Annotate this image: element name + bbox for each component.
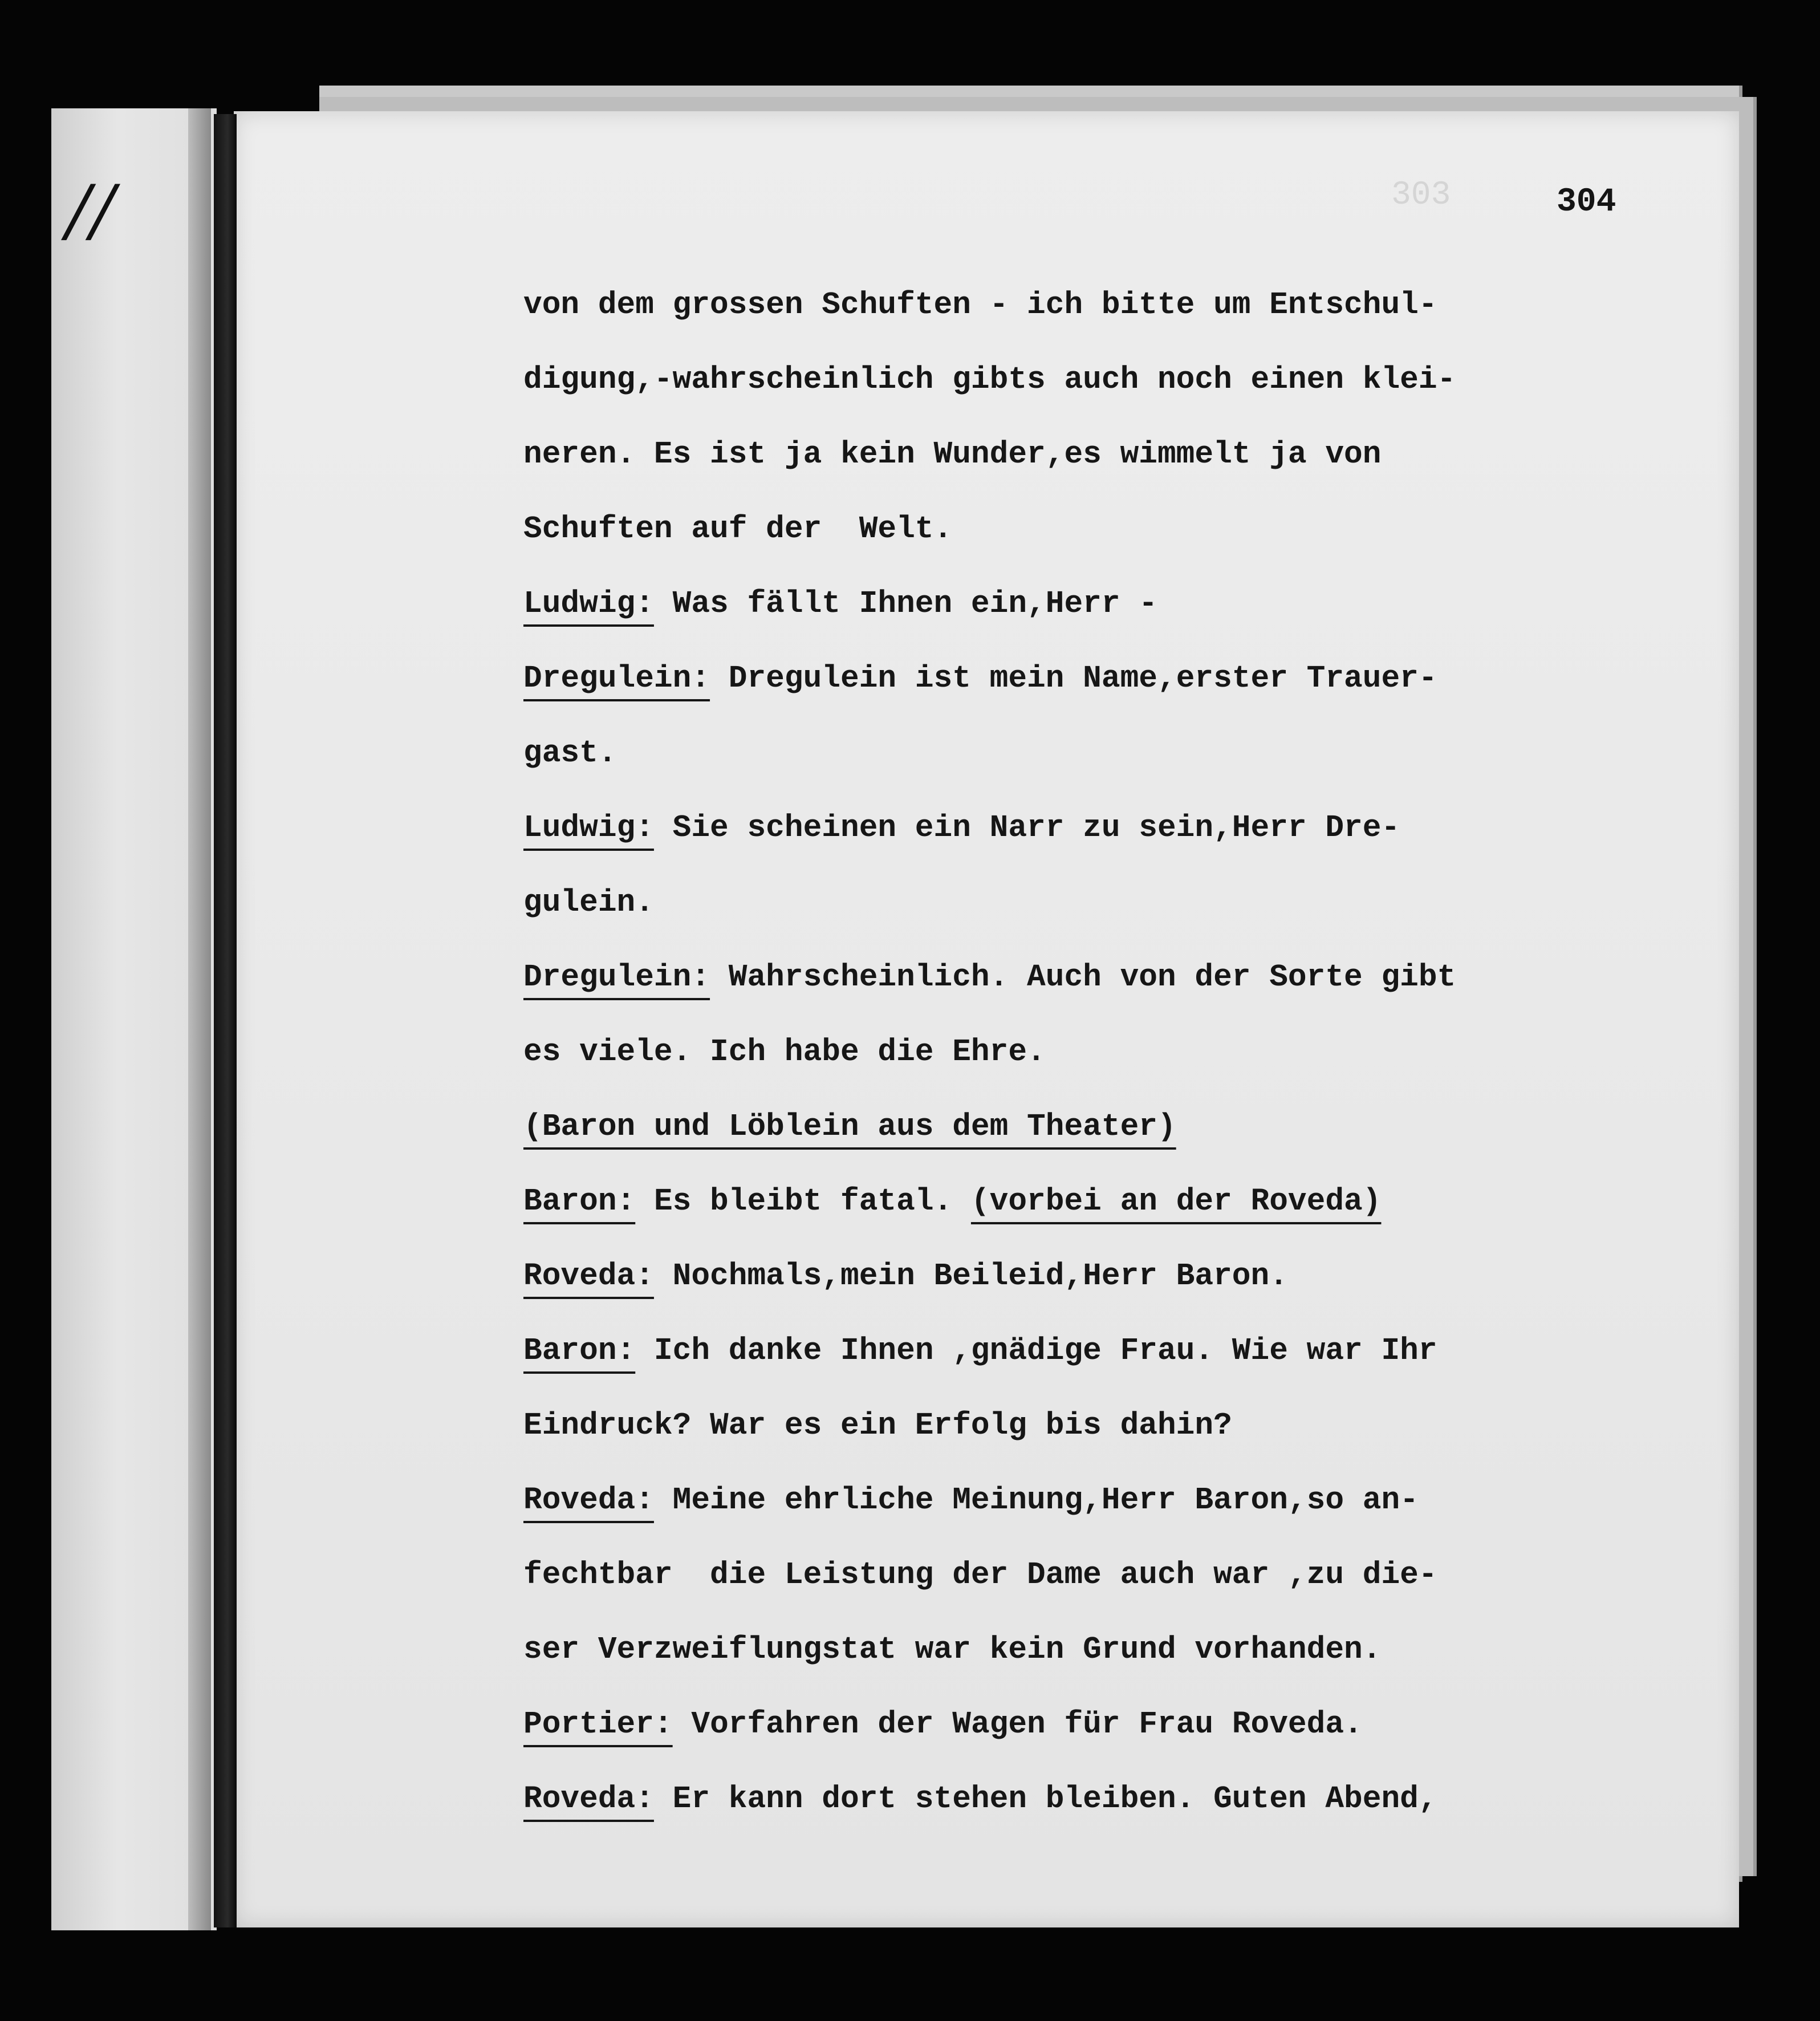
line-text: Dregulein ist mein Name,erster Trauer- bbox=[710, 662, 1437, 696]
line-text: gast. bbox=[523, 736, 617, 771]
line-text: Nochmals,mein Beileid,Herr Baron. bbox=[653, 1259, 1288, 1294]
line-text: fechtbar die Leistung der Dame auch war ,zu die- bbox=[523, 1558, 1437, 1593]
line-text: Er kann dort stehen bleiben. Guten Abend, bbox=[653, 1782, 1437, 1817]
script-line bbox=[523, 1389, 1664, 1463]
line-text: Eindruck? War es ein Erfolg bis dahin? bbox=[523, 1409, 1232, 1443]
speaker-name: Ludwig: bbox=[523, 587, 654, 622]
speaker-name: Baron: bbox=[523, 1334, 636, 1369]
line-text: Schuften auf der Welt. bbox=[523, 512, 953, 547]
line-text: digung,-wahrscheinlich gibts auch noch einen klei- bbox=[523, 363, 1456, 397]
script-line bbox=[523, 1015, 1664, 1090]
script-line bbox=[523, 1239, 1664, 1314]
script-line bbox=[523, 492, 1664, 567]
line-text: neren. Es ist ja kein Wunder,es wimmelt ja von bbox=[523, 437, 1382, 472]
speaker-name: Portier: bbox=[523, 1707, 673, 1742]
script-line bbox=[523, 343, 1664, 417]
line-text: Was fällt Ihnen ein,Herr - bbox=[653, 587, 1157, 622]
line-text: ser Verzweiflungstat war kein Grund vorhanden. bbox=[523, 1633, 1382, 1667]
script-line bbox=[523, 567, 1664, 642]
bleed-through-page-number: 303 bbox=[1391, 177, 1451, 214]
margin-pencil-mark: / / bbox=[59, 171, 113, 250]
script-line bbox=[523, 940, 1664, 1015]
binding-spine bbox=[214, 114, 237, 1927]
line-text: Vorfahren der Wagen für Frau Roveda. bbox=[672, 1707, 1363, 1742]
speaker-name: Baron: bbox=[523, 1184, 636, 1219]
speaker-name: Roveda: bbox=[523, 1483, 654, 1518]
script-text-block bbox=[523, 268, 1664, 1837]
script-line bbox=[523, 1762, 1664, 1837]
speaker-name: Ludwig: bbox=[523, 811, 654, 846]
script-line bbox=[523, 1538, 1664, 1613]
speaker-name: Roveda: bbox=[523, 1259, 654, 1294]
script-line bbox=[523, 1090, 1664, 1164]
script-line bbox=[523, 716, 1664, 791]
script-line bbox=[523, 268, 1664, 343]
script-line bbox=[523, 791, 1664, 866]
script-line bbox=[523, 866, 1664, 940]
script-line bbox=[523, 1613, 1664, 1687]
line-text: Es bleibt fatal. bbox=[635, 1184, 971, 1219]
page-number: 304 bbox=[1557, 184, 1616, 221]
speaker-name: Dregulein: bbox=[523, 960, 710, 995]
speaker-name: Dregulein: bbox=[523, 662, 710, 696]
line-text: Wahrscheinlich. Auch von der Sorte gibt bbox=[710, 960, 1456, 995]
script-line bbox=[523, 1314, 1664, 1389]
script-line bbox=[523, 417, 1664, 492]
line-text: von dem grossen Schuften - ich bitte um Entschul- bbox=[523, 288, 1437, 323]
line-text: gulein. bbox=[523, 886, 654, 920]
line-text: Meine ehrliche Meinung,Herr Baron,so an- bbox=[653, 1483, 1419, 1518]
script-line bbox=[523, 642, 1664, 716]
stage-direction: (vorbei an der Roveda) bbox=[970, 1184, 1382, 1219]
script-line bbox=[523, 1164, 1664, 1239]
line-text: es viele. Ich habe die Ehre. bbox=[523, 1035, 1046, 1070]
script-line bbox=[523, 1687, 1664, 1762]
backing-strip-edge bbox=[188, 108, 211, 1930]
line-text: Ich danke Ihnen ,gnädige Frau. Wie war Ihr bbox=[635, 1334, 1437, 1369]
stage-direction: (Baron und Löblein aus dem Theater) bbox=[523, 1110, 1176, 1145]
line-text: Sie scheinen ein Narr zu sein,Herr Dre- bbox=[653, 811, 1400, 846]
script-line bbox=[523, 1463, 1664, 1538]
speaker-name: Roveda: bbox=[523, 1782, 654, 1817]
